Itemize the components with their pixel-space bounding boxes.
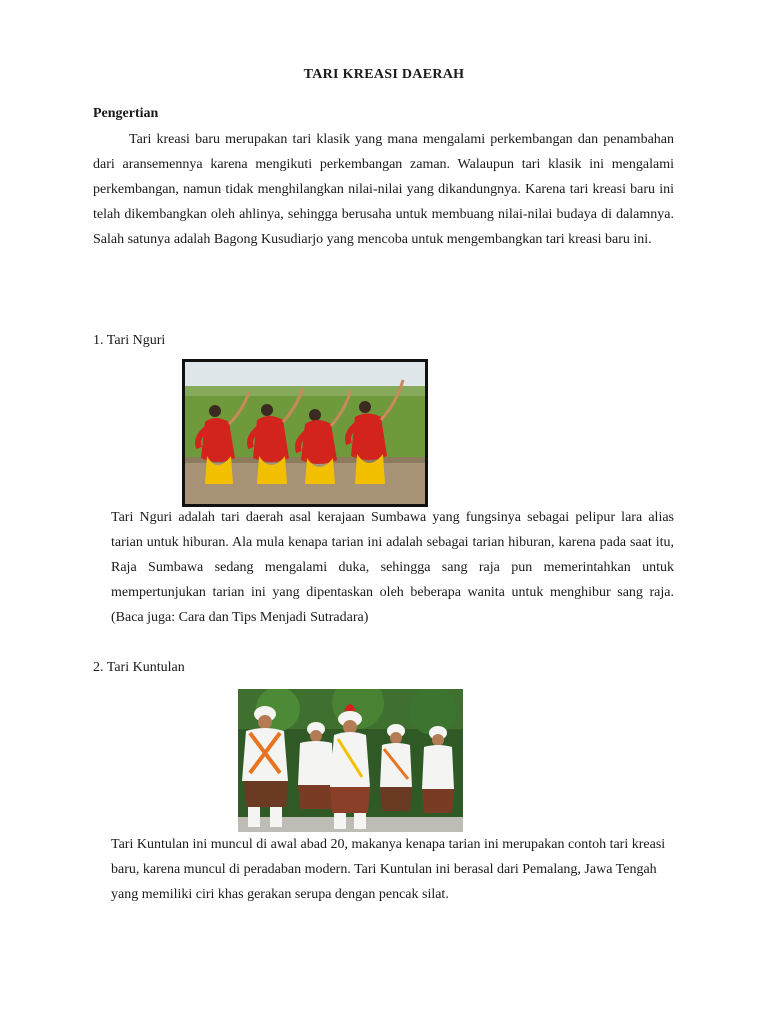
- section-heading-pengertian: Pengertian: [93, 106, 159, 121]
- tari-nguri-photo-illustration: [185, 362, 425, 504]
- section-title-tari-kuntulan: 2. Tari Kuntulan: [93, 660, 185, 675]
- tari-nguri-description: Tari Nguri adalah tari daerah asal kerajaan Sumbawa yang fungsinya sebagai pelipur lara alias tarian untuk hiburan. Ala mula kenapa tarian ini adalah sebagai tarian hiburan, karena pada saat itu, Raja Sumbawa sedang mengalami duka, sehingga sang raja pun memerintahkan untuk mempertunjukan tarian ini yang dipentaskan oleh beberapa wanita untuk menghibur sang raja. (Baca juga: Cara dan Tips Menjadi Sutradara): [111, 510, 674, 625]
- tari-kuntulan-description: Tari Kuntulan ini muncul di awal abad 20, makanya kenapa tarian ini merupakan contoh tari kreasi baru, karena muncul di peradaban modern. Tari Kuntulan ini berasal dari Pemalang, Jawa Tengah yang memiliki ciri khas gerakan serupa dengan pencak silat.: [111, 837, 666, 902]
- tari-nguri-photo: [182, 359, 428, 507]
- document-title: TARI KREASI DAERAH: [303, 67, 465, 82]
- tari-kuntulan-photo-illustration: [238, 689, 463, 832]
- section-title-tari-nguri: 1. Tari Nguri: [93, 333, 166, 348]
- intro-paragraph: Tari kreasi baru merupakan tari klasik yang mana mengalami perkembangan dan penambahan dari aransemennya karena mengikuti perkembangan zaman. Walaupun tari klasik ini mengalami perkembangan, namun tidak menghilangkan nilai-nilai yang dikandungnya. Karena tari kreasi baru ini telah dikembangkan oleh ahlinya, sehingga berusaha untuk membuang nilai-nilai budaya di dalamnya. Salah satunya adalah Bagong Kusudiarjo yang mencoba untuk mengembangkan tari kreasi baru ini.: [93, 132, 674, 247]
- tari-kuntulan-photo: [238, 689, 463, 832]
